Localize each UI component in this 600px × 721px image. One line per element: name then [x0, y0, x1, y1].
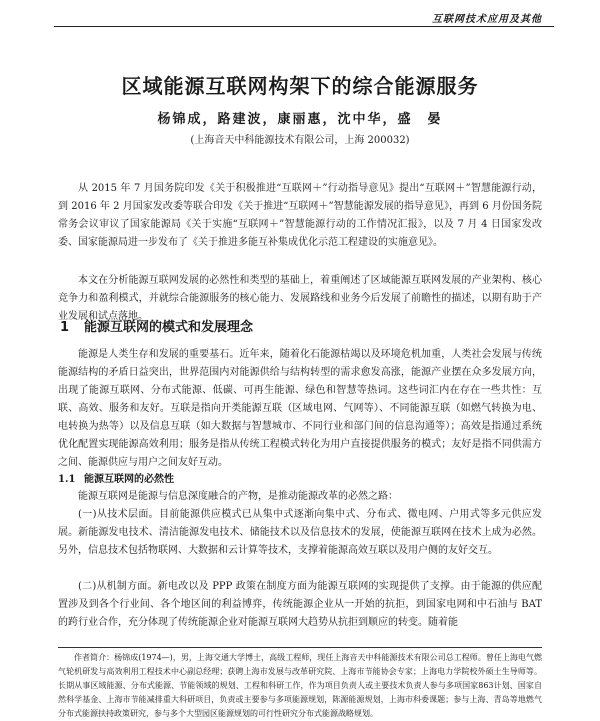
- author-footnote: 作者简介：杨锦成(1974—)，男，上海交通大学博士，高级工程师，现任上海音天中科能源技术有限公司总工程师。曾任上海电气燃气轮机研发与高效利用工程技术中心副总经理；获聘上海市发展与改革研究院、上海市节能协会专家；上海电力学院校外硕士生导师等。长期从事区域能源、分布式能源、节能领域的规划、工程和科研工作，作为项目负责人或主要技术负责人参与多项国家863计划、国家自然科学基金、上海市节能减排重大科研项目，负责或主要参与多项能源规划，陈源能源规划，上海市科委课题；参与上海、青岛等地燃气分布式能源扶持政策研究，参与多个大型园区能源规划的可行性研究分布式能源战略规划。: [58, 653, 542, 718]
- article-title: 区域能源互联网构架下的综合能源服务: [121, 74, 479, 98]
- authors: 杨锦成，路建波，康丽惠，沈中华，盛 晏: [157, 112, 443, 127]
- running-head: 互联网技术应用及其他: [432, 14, 542, 25]
- technology-paragraph: (一)从技术层面。目前能源供应模式已从集中式逐渐向集中式、分布式、微电网、户用式等多元供应发展。新能源发电技术、清洁能源发电技术、储能技术以及信息技术的发展，使能源互联网在技术上成为必然。另外，信息技术包括物联网、大数据和云计算等技术，支撑着能源高效互联以及用户侧的友好交互。: [58, 509, 542, 556]
- mechanism-paragraph: (二)从机制方面。新电改以及 PPP 政策在制度方面为能源互联网的实现提供了支撑。由于能源的供应配置涉及到各个行业间、各个地区间的利益博弈，传统能源企业从一开始的抗拒，到国家电网和中石油与 BAT 的跨行业合作，充分体现了传统能源企业对能源互联网大趋势从抗拒到顺应的转变。随着能: [58, 581, 542, 628]
- footnote-rule: [58, 647, 542, 648]
- header-rule: [54, 26, 554, 27]
- subsection-title: 能源互联网的必然性: [84, 474, 174, 485]
- section-number: 1: [60, 320, 70, 335]
- subsection-lead: 能源互联网是能源与信息深度融合的产物，是推动能源改革的必然之路：: [78, 491, 398, 502]
- section-title: 能源互联网的模式和发展理念: [84, 320, 254, 335]
- subsection-number: 1.1: [58, 474, 76, 485]
- section-heading: [60, 316, 253, 335]
- intro-paragraph: 本文在分析能源互联网发展的必然性和类型的基础上，着重阐述了区域能源互联网发展的产业架构、核心竞争力和盈利模式，并就综合能源服务的核心能力、发展路线和业务今后发展了前瞻性的描述，以期有助于产业发展和试点落地。: [58, 275, 542, 322]
- abstract-paragraph: 从 2015 年 7 月国务院印发《关于积极推进“互联网＋”行动指导意见》提出“互联网＋”智慧能源行动，到 2016 年 2 月国家发改委等联合印发《关于推进“互联网＋”智慧能源发展的指导意见》，再到 6 月份国务院常务会议审议了国家能源局《关于实施“互联网＋”智慧能源行动的工作情况汇报》，以及 7 月 4 日国家发改委、国家能源局进一步发布了《关于推进多能互补集成优化示范工程建设的实施意见》。: [58, 183, 542, 248]
- subsection-heading: [58, 470, 174, 485]
- section-paragraph: 能源是人类生存和发展的重要基石。近年来，随着化石能源枯竭以及环境危机加重，人类社会发展与传统能源结构的矛盾日益突出，世界范围内对能源供给与结构转型的需求愈发高涨，能源产业摆在众多发展方向，出现了能源互联网、分布式能源、低碳、可再生能源、绿色和智慧等热词。这些词汇内在存在一些共性：互联、高效、服务和友好。互联是指向开类能源互联（区域电网、气网等）、不同能源互联（如燃气转换为电、电转换为热等）以及信息互联（如大数据与智慧城市、不同行业和部门间的信息沟通等）；高效是指通过系统优化配置实现能源高效利用；服务是指从传统工程模式转化为用户直接提供服务的模式；友好是指不同供需方之间、能源供应与用户之间友好互动。: [58, 349, 542, 468]
- affiliation: (上海音天中科能源技术有限公司，上海 200032): [190, 135, 410, 146]
